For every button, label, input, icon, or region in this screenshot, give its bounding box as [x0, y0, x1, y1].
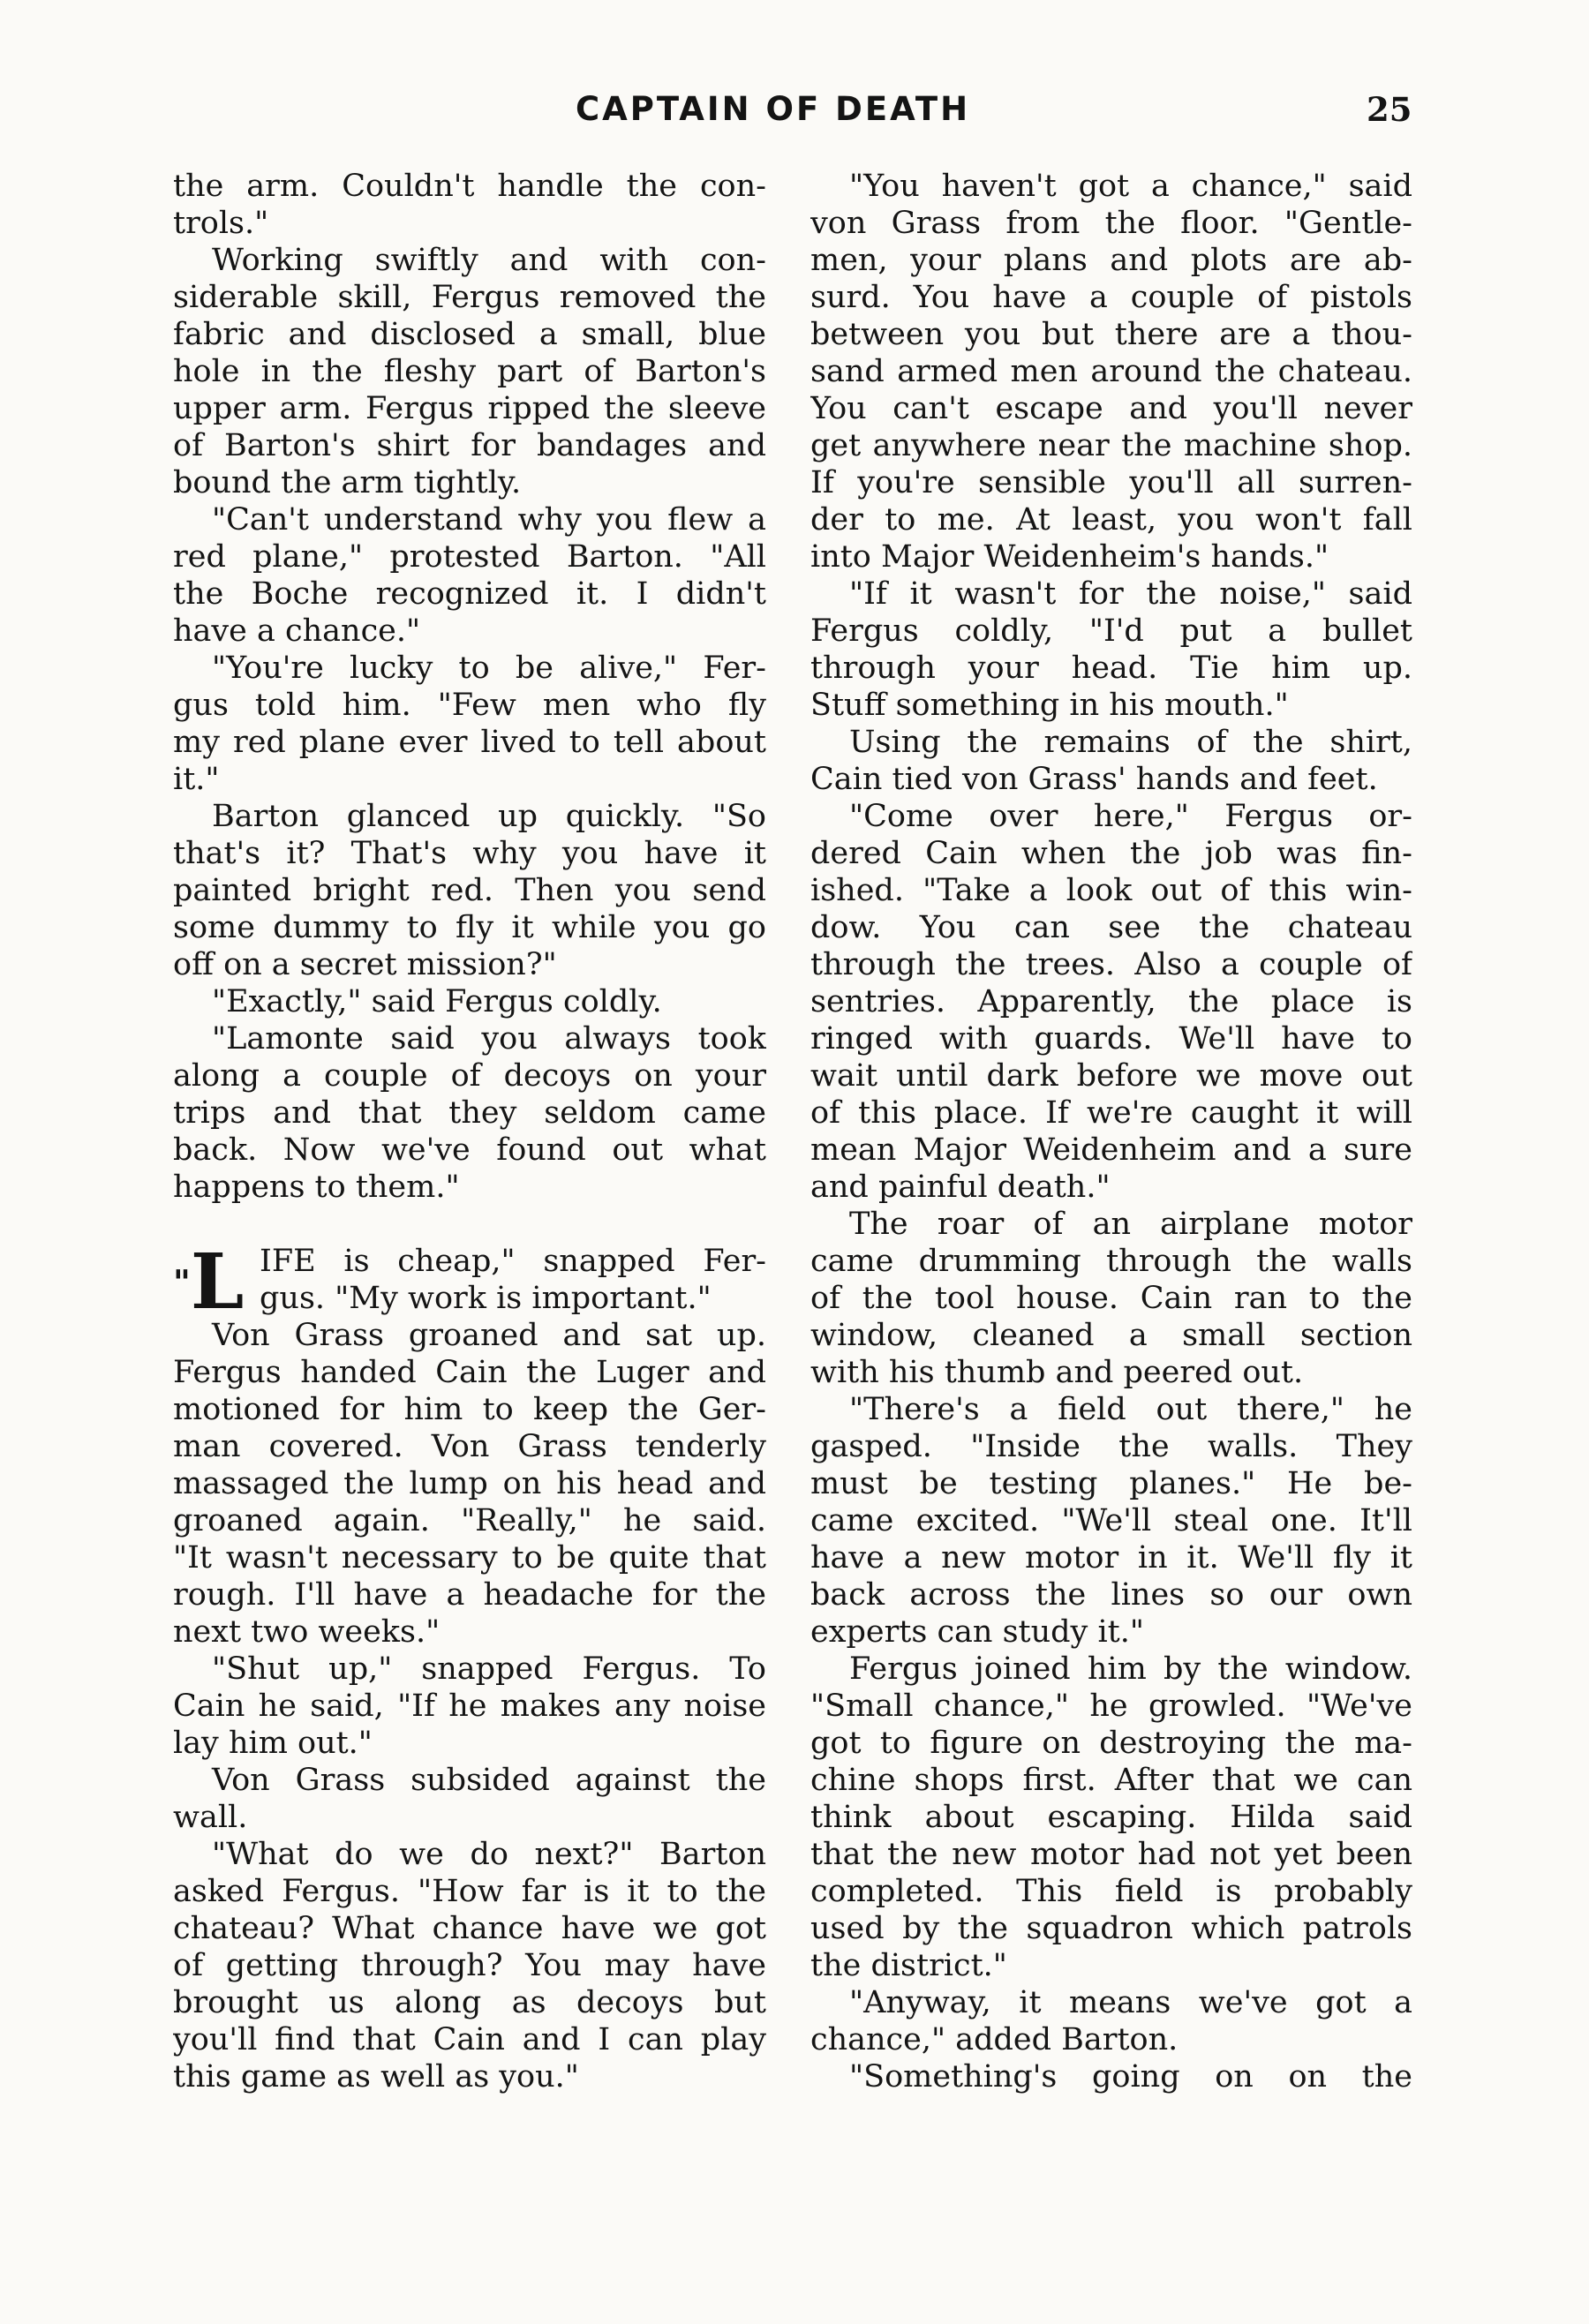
text-line: that's it? That's why you have it [173, 836, 766, 871]
paragraph [173, 1651, 766, 1762]
text-line: got to figure on destroying the ma- [810, 1726, 1412, 1761]
text-line: groaned again. "Really," he said. [173, 1503, 766, 1538]
text-line: came excited. "We'll steal one. It'll [810, 1503, 1412, 1538]
text-line: red plane," protested Barton. "All [173, 539, 766, 575]
text-line: gus. "My work is important." [260, 1281, 712, 1316]
text-line: You can't escape and you'll never [810, 391, 1412, 426]
dropcap-paragraph [173, 1237, 766, 1327]
text-line: "You're lucky to be alive," Fer- [212, 651, 766, 686]
text-line: brought us along as decoys but [173, 1985, 766, 2020]
drop-cap-letter: L [190, 1237, 245, 1327]
paragraph [810, 575, 1412, 724]
text-line: happens to them." [173, 1170, 460, 1205]
text-line: through the trees. Also a couple of [810, 947, 1412, 982]
text-line: "Can't understand why you flew a [212, 502, 766, 538]
paragraph [810, 168, 1412, 575]
text-line: siderable skill, Fergus removed the [173, 280, 766, 315]
text-line: chance," added Barton. [810, 2022, 1179, 2057]
section-break [173, 1206, 766, 1243]
text-line: "You haven't got a chance," said [849, 169, 1412, 204]
text-line: ished. "Take a look out of this win- [810, 873, 1412, 908]
text-line: der to me. At least, you won't fall [810, 502, 1412, 538]
text-line: man covered. Von Grass tenderly [173, 1429, 766, 1464]
paragraph [173, 1317, 766, 1651]
text-line: fabric and disclosed a small, blue [173, 317, 766, 352]
text-line: into Major Weidenheim's hands." [810, 539, 1329, 575]
text-line: used by the squadron which patrols [810, 1911, 1412, 1946]
text-line: Cain tied von Grass' hands and feet. [810, 762, 1378, 797]
text-line: chateau? What chance have we got [173, 1911, 766, 1946]
text-line: chine shops first. After that we can [810, 1763, 1412, 1798]
paragraph [173, 1836, 766, 2095]
text-line: of Barton's shirt for bandages and [173, 428, 766, 463]
text-line: bound the arm tightly. [173, 465, 522, 500]
text-line: men, your plans and plots are ab- [810, 243, 1412, 278]
paragraph [810, 1391, 1412, 1651]
text-line: Fergus coldly, "I'd put a bullet [810, 613, 1412, 649]
text-line: "Shut up," snapped Fergus. To [212, 1651, 766, 1687]
text-line: Fergus joined him by the window. [849, 1651, 1412, 1687]
text-line: Using the remains of the shirt, [849, 725, 1412, 760]
paragraph [173, 798, 766, 983]
text-line: von Grass from the floor. "Gentle- [810, 206, 1412, 241]
text-line: of the tool house. Cain ran to the [810, 1281, 1412, 1316]
paragraph [810, 1651, 1412, 1984]
paragraph [173, 168, 766, 242]
text-line: experts can study it." [810, 1614, 1144, 1650]
text-line: Barton glanced up quickly. "So [212, 799, 766, 834]
text-line: the arm. Couldn't handle the con- [173, 169, 766, 204]
paragraph [173, 650, 766, 798]
drop-cap [173, 1237, 245, 1327]
text-line: you'll find that Cain and I can play [173, 2022, 766, 2057]
text-line: this game as well as you." [173, 2059, 579, 2095]
text-line: get anywhere near the machine shop. [810, 428, 1412, 463]
text-line: wall. [173, 1800, 248, 1835]
paragraph [810, 798, 1412, 1206]
text-line: trips and that they seldom came [173, 1095, 766, 1131]
paragraph [173, 501, 766, 650]
paragraph [173, 242, 766, 501]
text-line: hole in the fleshy part of Barton's [173, 354, 766, 389]
text-line: surd. You have a couple of pistols [810, 280, 1412, 315]
text-line: sentries. Apparently, the place is [810, 984, 1412, 1019]
text-line: Von Grass subsided against the [212, 1763, 766, 1798]
text-line: dered Cain when the job was fin- [810, 836, 1412, 871]
text-line: The roar of an airplane motor [849, 1207, 1412, 1242]
right-column [810, 168, 1412, 2095]
text-line: must be testing planes." He be- [810, 1466, 1412, 1501]
running-head [0, 90, 1589, 143]
text-line: came drumming through the walls [810, 1244, 1412, 1279]
paragraph [810, 2058, 1412, 2095]
paragraph [173, 1762, 766, 1836]
text-line: lay him out." [173, 1726, 373, 1761]
text-line: wait until dark before we move out [810, 1058, 1412, 1094]
text-line: Von Grass groaned and sat up. [212, 1318, 766, 1353]
text-line: have a new motor in it. We'll fly it [810, 1540, 1412, 1576]
text-line: asked Fergus. "How far is it to the [173, 1874, 766, 1909]
text-line: gasped. "Inside the walls. They [810, 1429, 1412, 1464]
text-line: ringed with guards. We'll have to [810, 1021, 1412, 1057]
text-line: "Lamonte said you always took [212, 1021, 766, 1057]
text-line: through your head. Tie him up. [810, 651, 1412, 686]
text-line: "What do we do next?" Barton [212, 1837, 766, 1872]
text-line: of getting through? You may have [173, 1948, 766, 1983]
left-column [173, 168, 766, 2095]
drop-cap-ornament: " [173, 1262, 191, 1302]
text-line: with his thumb and peered out. [810, 1355, 1304, 1390]
text-line: next two weeks." [173, 1614, 441, 1650]
text-line: "Something's going on on the [849, 2059, 1412, 2095]
text-line: dow. You can see the chateau [810, 910, 1412, 945]
text-line: some dummy to fly it while you go [173, 910, 766, 945]
text-line: upper arm. Fergus ripped the sleeve [173, 391, 766, 426]
text-line: painted bright red. Then you send [173, 873, 766, 908]
text-line: along a couple of decoys on your [173, 1058, 766, 1094]
text-line: massaged the lump on his head and [173, 1466, 766, 1501]
text-line: "Small chance," he growled. "We've [810, 1688, 1412, 1724]
text-line: the district." [810, 1948, 1007, 1983]
text-line: window, cleaned a small section [810, 1318, 1412, 1353]
paragraph [810, 1206, 1412, 1391]
text-line: gus told him. "Few men who fly [173, 688, 766, 723]
text-line: back across the lines so our own [810, 1577, 1412, 1613]
paragraph [810, 724, 1412, 798]
page-number: 25 [1367, 90, 1412, 129]
paragraph [173, 1020, 766, 1206]
text-line: between you but there are a thou- [810, 317, 1412, 352]
text-line: my red plane ever lived to tell about [173, 725, 766, 760]
text-line: think about escaping. Hilda said [810, 1800, 1412, 1835]
text-line: rough. I'll have a headache for the [173, 1577, 766, 1613]
text-line: "There's a field out there," he [849, 1392, 1412, 1427]
paragraph [810, 1984, 1412, 2058]
text-line: completed. This field is probably [810, 1874, 1412, 1909]
text-line: "Come over here," Fergus or- [849, 799, 1412, 834]
text-line: motioned for him to keep the Ger- [173, 1392, 766, 1427]
text-line: Cain he said, "If he makes any noise [173, 1688, 766, 1724]
paragraph [173, 983, 766, 1020]
text-line: "Exactly," said Fergus coldly. [212, 984, 662, 1019]
text-line: off on a secret mission?" [173, 947, 557, 982]
text-line: it." [173, 762, 220, 797]
text-line: and painful death." [810, 1170, 1111, 1205]
text-line: "Anyway, it means we've got a [849, 1985, 1412, 2020]
text-line: "It wasn't necessary to be quite that [173, 1540, 766, 1576]
text-line: IFE is cheap," snapped Fer- [260, 1244, 766, 1279]
text-line: Fergus handed Cain the Luger and [173, 1355, 766, 1390]
text-line: of this place. If we're caught it will [810, 1095, 1412, 1131]
text-line: trols." [173, 206, 269, 241]
text-line: sand armed men around the chateau. [810, 354, 1412, 389]
text-line: If you're sensible you'll all surren- [810, 465, 1412, 500]
text-line: Working swiftly and with con- [212, 243, 766, 278]
text-line: that the new motor had not yet been [810, 1837, 1412, 1872]
text-line: have a chance." [173, 613, 421, 649]
text-line: "If it wasn't for the noise," said [849, 576, 1412, 612]
text-line: the Boche recognized it. I didn't [173, 576, 766, 612]
running-title: CAPTAIN OF DEATH [576, 90, 971, 128]
text-line: mean Major Weidenheim and a sure [810, 1132, 1412, 1168]
text-line: Stuff something in his mouth." [810, 688, 1289, 723]
text-line: back. Now we've found out what [173, 1132, 766, 1168]
